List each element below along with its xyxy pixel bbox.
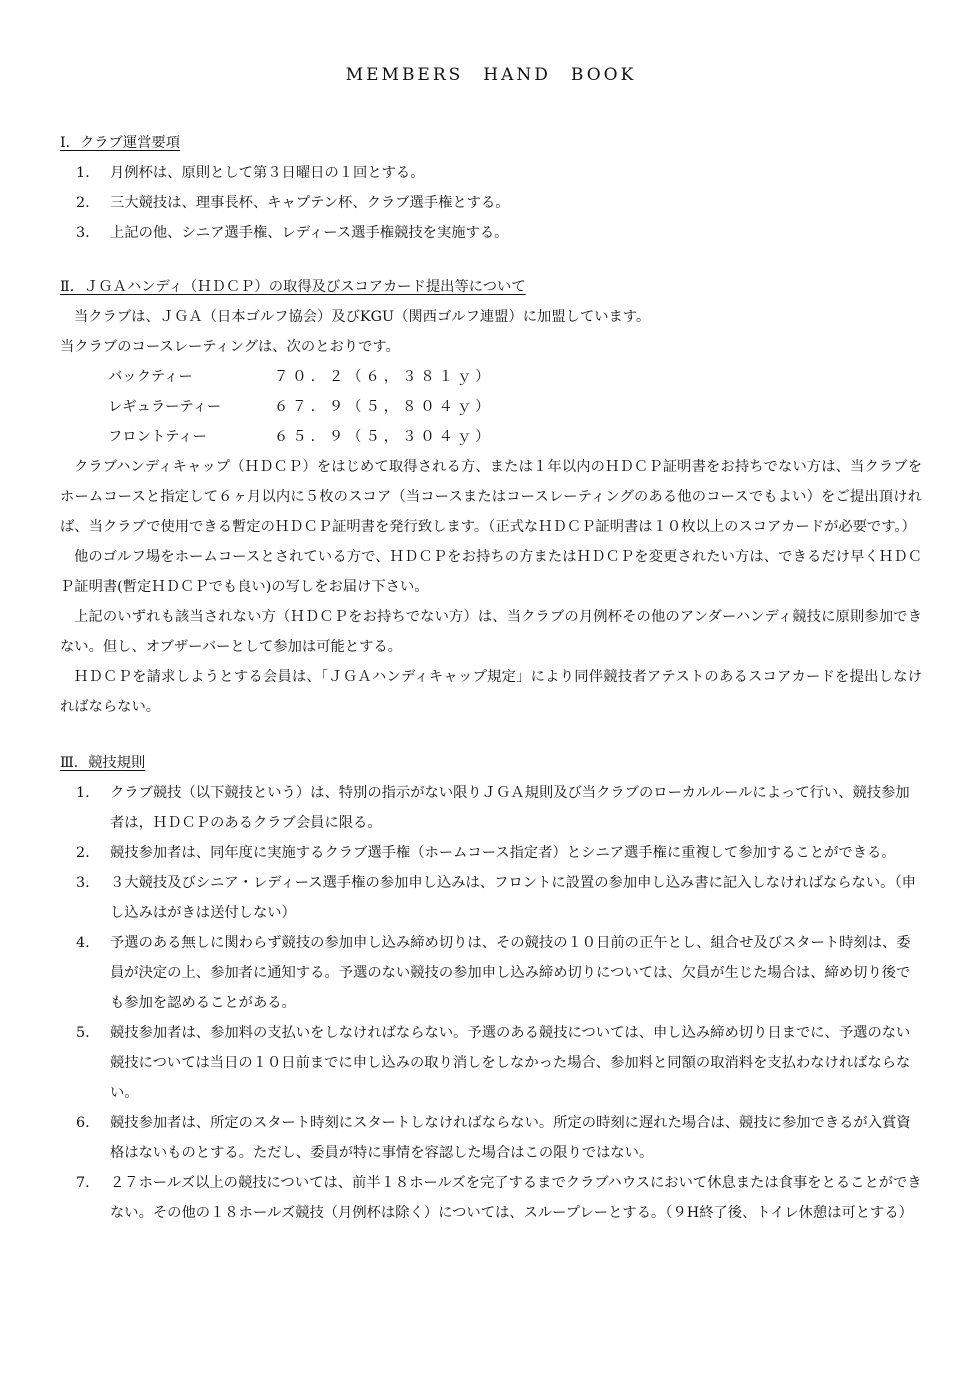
item-number: 6. — [76, 1115, 90, 1131]
item-text: 上記の他、シニア選手権、レディース選手権競技を実施する。 — [110, 225, 509, 241]
item-number: 1. — [76, 165, 90, 181]
section-heading: Ⅰ．クラブ運営要項 — [60, 135, 181, 151]
intro-paragraph: 当クラブは、ＪＧＡ（日本ゴルフ協会）及びKGU（関西ゴルフ連盟）に加盟しています。 — [74, 309, 651, 325]
club-operations-list — [60, 158, 922, 248]
handicap-paragraph: 上記のいずれも該当されない方（ＨＤＣＰをお持ちでない方）は、当クラブの月例杯その他のアンダーハンディ競技に原則参加できない。但し、オブザーバーとして参加は可能とする。 — [60, 609, 922, 655]
item-number: 3. — [76, 875, 90, 891]
item-text: 競技参加者は、同年度に実施するクラブ選手権（ホームコース指定者）とシニア選手権に重複して参加することができる。 — [110, 845, 896, 861]
document-title: MEMBERS HAND BOOK — [345, 65, 637, 85]
item-text: ２７ホールズ以上の競技については、前半１８ホールズを完了するまでクラブハウスにおいて休息または食事をとることができない。その他の１８ホールズ競技（月例杯は除く）については、スループレーとする。（９H終了後、トイレ休憩は可とする） — [110, 1175, 922, 1221]
list-item — [60, 838, 922, 868]
intro-paragraph: 当クラブのコースレーティングは、次のとおりです。 — [60, 339, 400, 355]
item-number: 2. — [76, 845, 90, 861]
item-number: 4. — [76, 935, 90, 951]
item-text: クラブ競技（以下競技という）は、特別の指示がない限りＪＧＡ規則及び当クラブのローカルルールによって行い、競技参加者は，ＨＤＣＰのあるクラブ会員に限る。 — [110, 785, 910, 831]
handicap-paragraph: 他のゴルフ場をホームコースとされている方で、ＨＤＣＰをお持ちの方またはＨＤＣＰを変更されたい方は、できるだけ早くＨＤＣＰ証明書(暫定ＨＤＣＰでも良い)の写しをお届け下さい。 — [60, 549, 922, 595]
item-text: 競技参加者は、参加料の支払いをしなければならない。予選のある競技については、申し込み締め切り日までに、予選のない競技については当日の１０日前までに申し込みの取り消しをしなかった場合、参加料と同額の取消料を支払わなければならない。 — [110, 1025, 911, 1101]
tee-name: フロントティー — [108, 429, 207, 445]
handicap-paragraph: ＨＤＣＰを請求しようとする会員は、「ＪＧＡハンディキャップ規定」により同伴競技者アテストのあるスコアカードを提出しなければならない。 — [60, 669, 922, 715]
list-item — [60, 218, 922, 248]
list-item — [60, 868, 922, 928]
item-number: 3. — [76, 225, 90, 241]
item-text: 予選のある無しに関わらず競技の参加申し込み締め切りは、その競技の１０日前の正午とし、組合せ及びスタート時刻は、委員が決定の上、参加者に通知する。予選のない競技の参加申し込み締め切りについては、欠員が生じた場合は、締め切り後でも参加を認めることがある。 — [110, 935, 911, 1011]
item-number: 7. — [76, 1175, 90, 1191]
item-text: ３大競技及びシニア・レディース選手権の参加申し込みは、フロントに設置の参加申し込み書に記入しなければならない。（申し込みはがきは送付しない） — [110, 875, 916, 921]
tee-name: バックティー — [108, 369, 193, 385]
tee-row — [108, 362, 922, 392]
list-item — [60, 188, 922, 218]
tee-row — [108, 392, 922, 422]
section-competition-rules — [60, 748, 922, 1228]
item-text: 三大競技は、理事長杯、キャプテン杯、クラブ選手権とする。 — [110, 195, 510, 211]
item-number: 2. — [76, 195, 90, 211]
tee-rating: ６７．９（５，８０４ｙ） — [274, 399, 494, 415]
list-item — [60, 1018, 922, 1108]
list-item — [60, 778, 922, 838]
list-item — [60, 1108, 922, 1168]
section-club-operations — [60, 128, 922, 248]
list-item — [60, 928, 922, 1018]
tee-rating: ６５．９（５，３０４ｙ） — [274, 429, 494, 445]
course-rating-list — [60, 362, 922, 452]
tee-name: レギュラーティー — [108, 399, 222, 415]
section-handicap — [60, 272, 922, 722]
section-heading: Ⅲ．競技規則 — [60, 755, 146, 771]
item-text: 競技参加者は、所定のスタート時刻にスタートしなければならない。所定の時刻に遅れた場合は、競技に参加できるが入賞資格はないものとする。ただし、委員が特に事情を容認した場合はこの限りではない。 — [110, 1115, 911, 1161]
section-heading: Ⅱ．ＪＧＡハンディ（ＨＤＣＰ）の取得及びスコアカード提出等について — [60, 279, 526, 295]
list-item — [60, 158, 922, 188]
item-text: 月例杯は、原則として第３日曜日の１回とする。 — [110, 165, 425, 181]
item-number: 5. — [76, 1025, 90, 1041]
tee-row — [108, 422, 922, 452]
item-number: 1. — [76, 785, 90, 801]
competition-rules-list — [60, 778, 922, 1228]
list-item — [60, 1168, 922, 1228]
handicap-paragraph: クラブハンディキャップ（ＨＤＣＰ）をはじめて取得される方、または１年以内のＨＤＣＰ証明書をお持ちでない方は、当クラブをホームコースと指定して６ヶ月以内に５枚のスコア（当コースまたはコースレーティングのある他のコースでもよい）をご提出頂ければ、当クラブで使用できる暫定のＨＤＣＰ証明書を発行致します。（正式なＨＤＣＰ証明書は１０枚以上のスコアカードが必要です。） — [60, 459, 922, 535]
tee-rating: ７０．２（６，３８１ｙ） — [274, 369, 494, 385]
